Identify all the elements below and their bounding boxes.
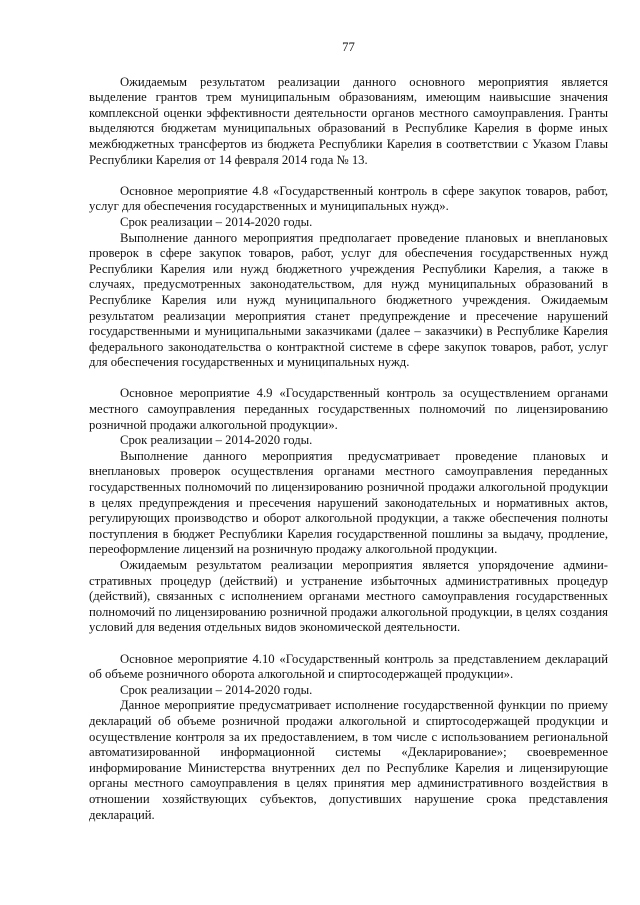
paragraph-measure-4-10-term: Срок реализации – 2014-2020 годы. [120,682,313,697]
paragraph-measure-4-9-term: Срок реализации – 2014-2020 годы. [120,433,313,448]
paragraph-measure-4-10-body: Данное мероприятие предусматривает исполнение государственной функции по приему деклараций об объеме розничной продажи алкогольной и спиртосодержащей продукции и осуществление контроля за их предоставлением, в том числе с использованием региональной автоматизированной информационной системы «Декларирование»; своевременное информирование Министерства внутренних дел по Республике Карелия и лицензирующие органы местного самоуправления в целях принятия мер административного воздействия в отношении хозяйствующих субъектов, допустивших нарушение срока представления деклараций. [89,698,608,822]
paragraph-measure-4-8-body: Выполнение данного мероприятия предполагает проведение плановых и внеплановых проверок в сфере закупок товаров, работ, услуг для обеспечения государственных нужд Республики Карелия или нужд бюджетного учреждения Республики Карелия, а также в случаях, предусмотренных законодательством, для нужд муниципальных образований в Республике Карелия или нужд муниципального бюджетного учреждения. Ожидаемым результатом реализации мероприятия станет предупреждение и пресечение нарушений государственными и муниципальными заказчиками (далее – заказчики) в Республике Карелия федерального законодательства о контрактной системе в сфере закупок товаров, работ, услуг для обеспечения государственных и муниципальных нужд. [89,230,608,370]
paragraph-grants-result: Ожидаемым результатом реализации данного основного мероприятия является выделение грантов трем муниципальным образованиям, имеющим наивысшие значения комплексной оценки эффективности деятельности органов местного самоуправления. Гранты выделяются бюджетам муниципальных образований в Республике Карелия в форме иных межбюджетных трансфертов из бюджета Республики Карелия в соответствии с Указом Главы Республики Карелия от 14 февраля 2014 года № 13. [89,74,608,167]
page-number: 77 [342,40,355,54]
paragraph-measure-4-9-title: Основное мероприятие 4.9 «Государственный контроль за осуществлением органами местного самоуправления переданных государственных полномочий по лицензированию розничной продажи алкогольной продукции». [89,386,608,432]
paragraph-measure-4-9-body: Выполнение данного мероприятия предусматривает проведение плановых и внеплановых проверок осуществления органами местного самоуправления переданных государственных полномочий по лицензированию розничной продажи алкогольной продукции в целях предупреждения и пресечения нарушений законодательных и нормативных актов, регулирующих производство и оборот алкогольной продукции, а также обеспечения полноты поступления в бюджет Республики Карелия государственной пошлины за выдачу, продление, переоформление лицензий на розничную продажу алкогольной продукции. [89,448,608,557]
paragraph-measure-4-8-title: Основное мероприятие 4.8 «Государственный контроль в сфере закупок товаров, работ, услуг для обеспечения государственных и муниципальных нужд». [89,183,608,214]
paragraph-measure-4-10-title: Основное мероприятие 4.10 «Государственный контроль за представлением деклараций об объеме розничного оборота алкогольной и спиртосодержащей продукции». [89,651,608,682]
paragraph-measure-4-9-result: Ожидаемым результатом реализации мероприятия является упорядочение административных процедур (действий) и устранение избыточных административных процедур (действий), связанных с исполнением органами местного самоуправления государственных полномочий по лицензированию розничной продажи алкогольной продукции, в целях создания условий для ведения отдельных видов экономической деятельности. [89,558,608,635]
paragraph-measure-4-8-term: Срок реализации – 2014-2020 годы. [120,214,313,229]
